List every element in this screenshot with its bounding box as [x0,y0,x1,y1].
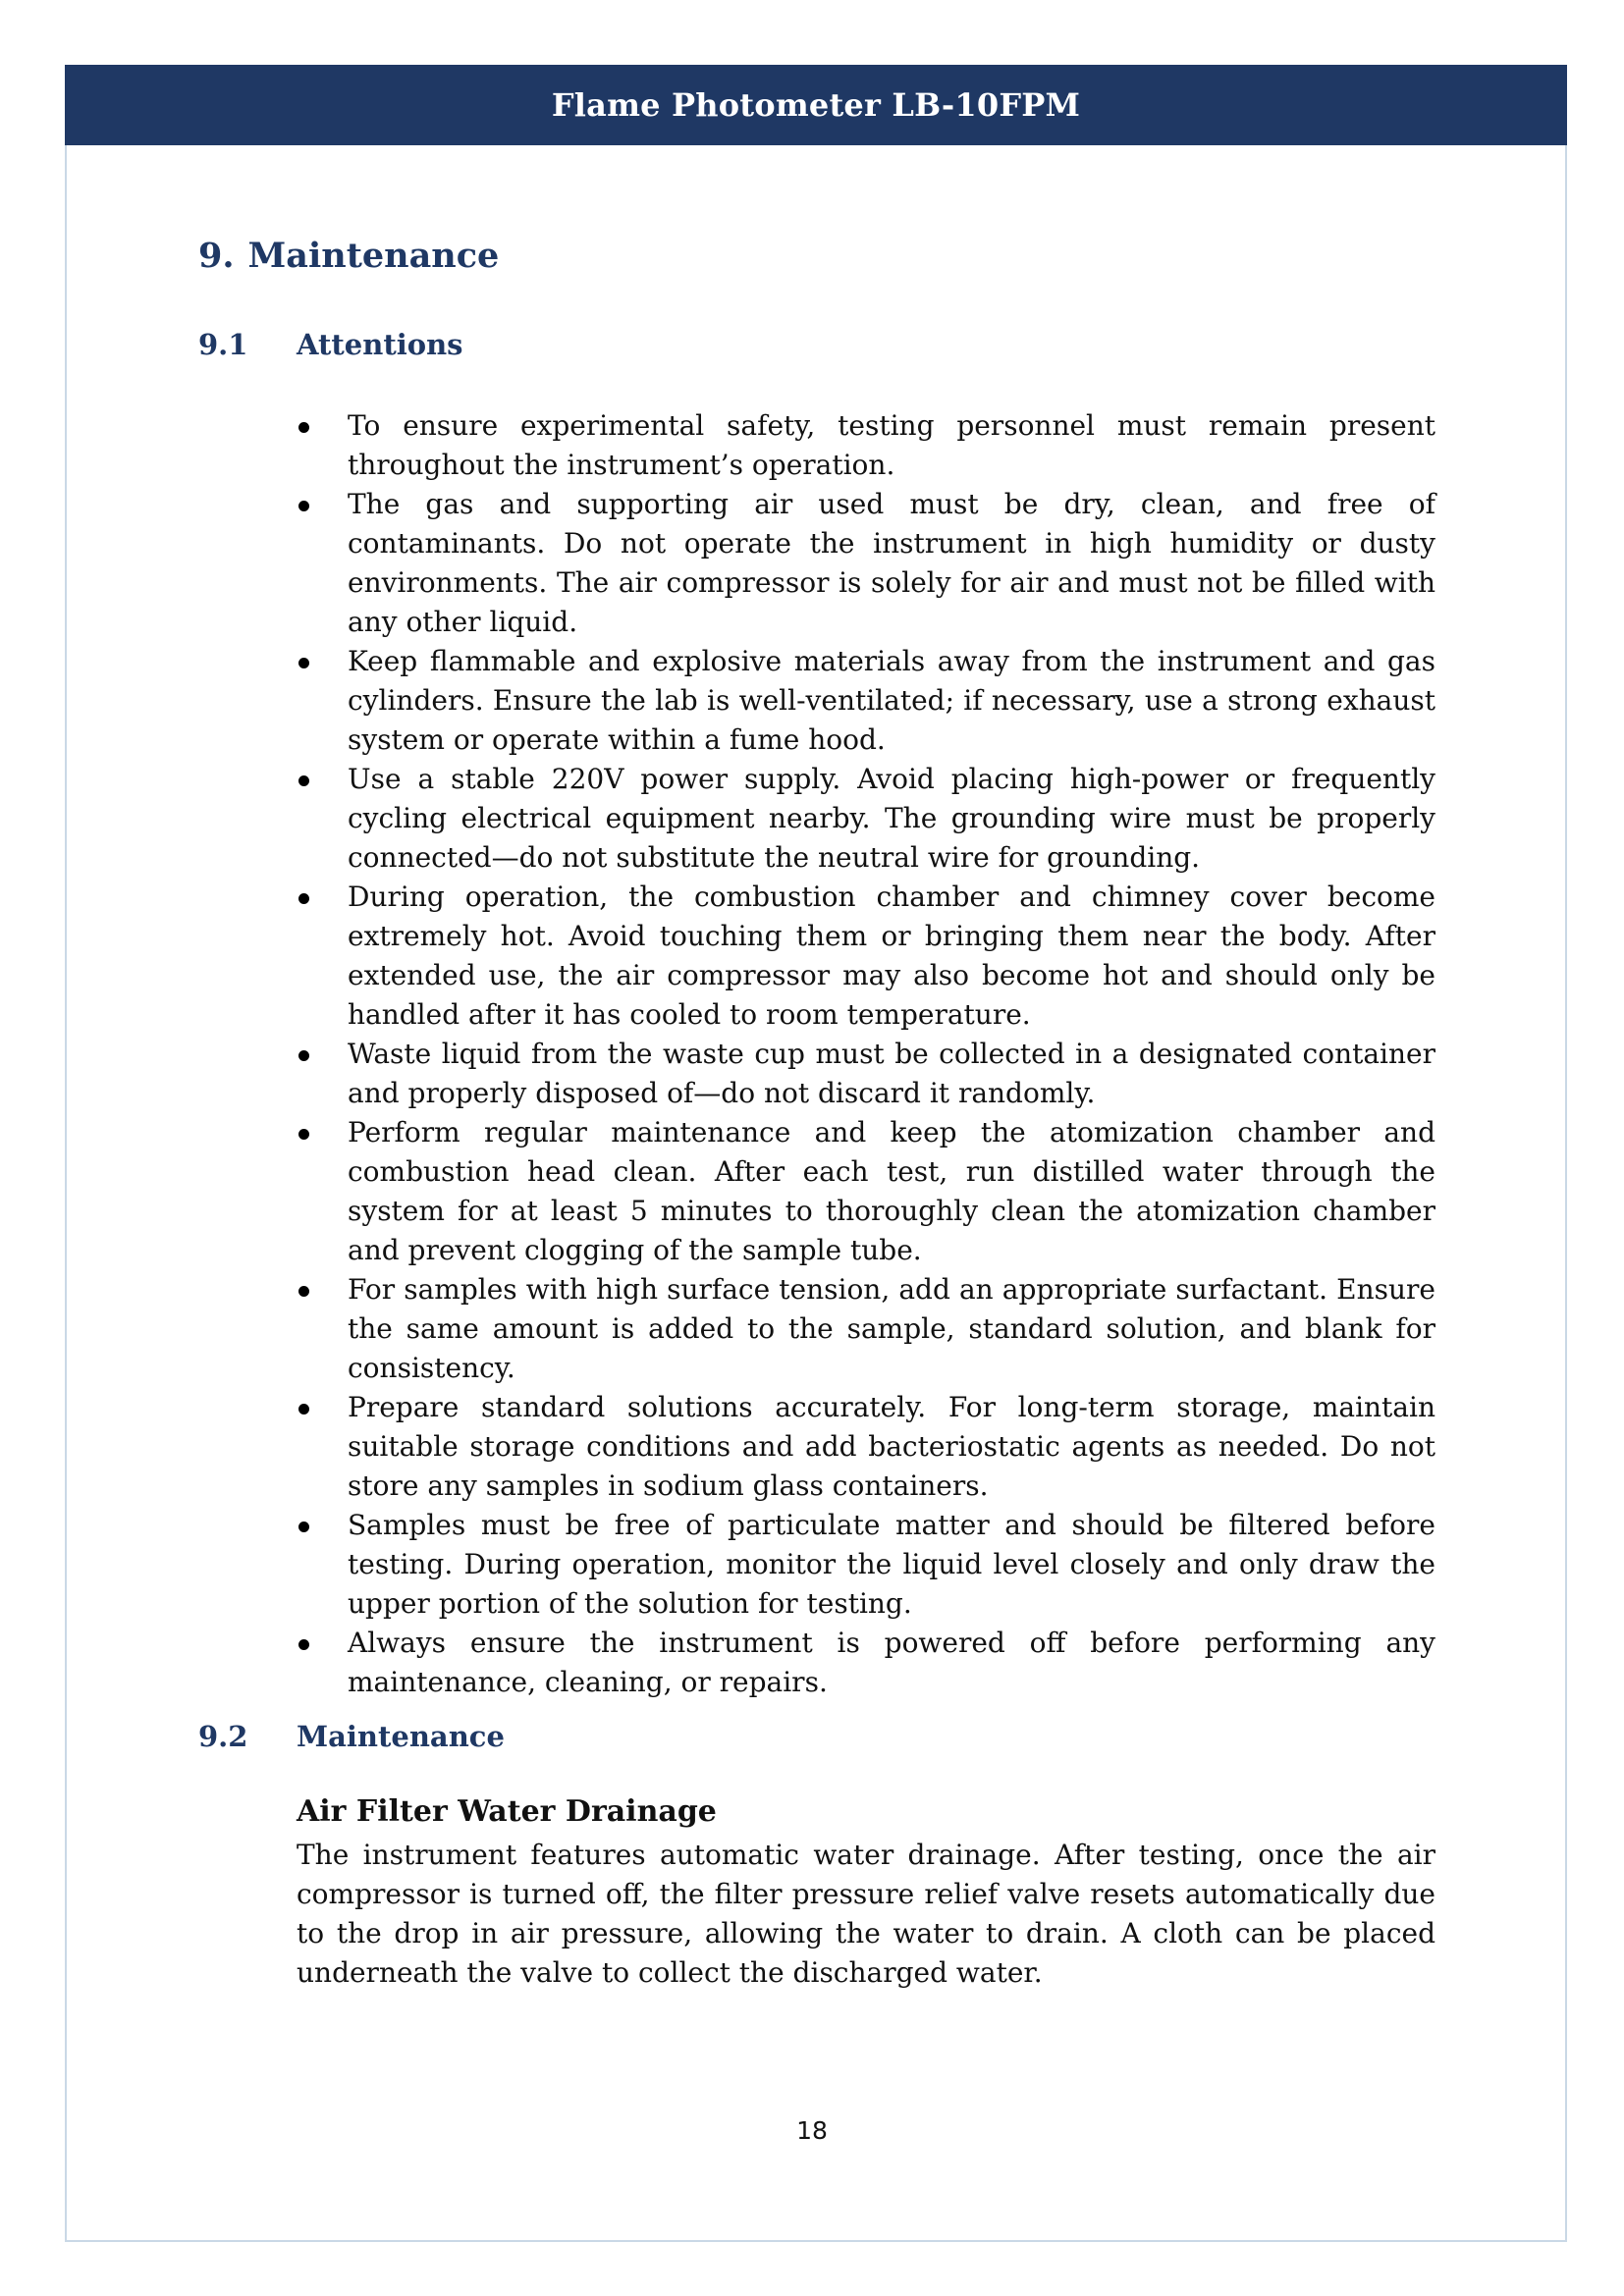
bullet-icon [298,501,309,511]
attention-item [295,1388,1435,1506]
attention-item [295,406,1435,485]
section-number: 9. [198,236,235,276]
attention-text: Perform regular maintenance and keep the atomization chamber and combustion head clean. After each test, run distilled water through the system for at least 5 minutes to thoroughly clean the atomization chamber and prevent clogging of the sample tube. [348,1116,1435,1266]
bullet-icon [298,422,309,433]
bullet-icon [298,1522,309,1532]
air-filter-heading: Air Filter Water Drainage [297,1794,717,1829]
subsection-number: 9.1 [198,328,248,361]
attention-item [295,1270,1435,1388]
attention-item [295,642,1435,760]
attention-text: During operation, the combustion chamber and chimney cover become extremely hot. Avoid touching them or bringing them near the body. After extended use, the air compressor may also become hot and should only be handled after it has cooled to room temperature. [348,881,1435,1031]
bullet-icon [298,1129,309,1140]
attention-item [295,1624,1435,1702]
bullet-icon [298,893,309,904]
attention-text: To ensure experimental safety, testing personnel must remain present throughout the instrument’s operation. [348,409,1435,481]
attention-item [295,1113,1435,1270]
attention-item [295,485,1435,642]
attention-item [295,1035,1435,1113]
attention-text: The gas and supporting air used must be dry, clean, and free of contaminants. Do not operate the instrument in high humidity or dusty environments. The air compressor is solely for air and must not be filled with any other liquid. [348,488,1435,638]
attention-item [295,878,1435,1035]
subsection-title: Attentions [297,328,463,361]
subsection-heading-maintenance [198,1720,505,1753]
attention-text: For samples with high surface tension, add an appropriate surfactant. Ensure the same amount is added to the sample, standard solution, and blank for consistency. [348,1273,1435,1384]
bullet-icon [298,775,309,786]
bullet-icon [298,658,309,668]
air-filter-paragraph: The instrument features automatic water drainage. After testing, once the air compressor is turned off, the filter pressure relief valve resets automatically due to the drop in air pressure, allowing the water to drain. A cloth can be placed underneath the valve to collect the discharged water. [297,1839,1435,1989]
section-title: Maintenance [247,236,500,276]
section-heading [198,236,499,276]
attention-text: Keep flammable and explosive materials away from the instrument and gas cylinders. Ensure the lab is well-ventilated; if necessary, use a strong exhaust system or operate within a fume hood. [348,645,1435,756]
attention-text: Prepare standard solutions accurately. For long-term storage, maintain suitable storage conditions and add bacteriostatic agents as needed. Do not store any samples in sodium glass containers. [348,1391,1435,1502]
attention-item [295,1506,1435,1624]
attention-item [295,760,1435,878]
attention-list [295,406,1435,1702]
page-number: 18 [796,2116,828,2145]
attention-text: Always ensure the instrument is powered off before performing any maintenance, cleaning, or repairs. [348,1627,1435,1698]
bullet-icon [298,1286,309,1297]
subsection-heading-attentions [198,328,462,361]
attention-text: Waste liquid from the waste cup must be collected in a designated container and properly disposed of—do not discard it randomly. [348,1038,1435,1109]
bullet-icon [298,1639,309,1650]
attention-text: Use a stable 220V power supply. Avoid placing high-power or frequently cycling electrical equipment nearby. The grounding wire must be properly connected—do not substitute the neutral wire for grounding. [348,763,1435,874]
subsection-title: Maintenance [297,1720,505,1753]
subsection-number: 9.2 [198,1720,248,1753]
document-header [65,65,1567,145]
bullet-icon [298,1404,309,1415]
attention-text: Samples must be free of particulate matter and should be filtered before testing. During operation, monitor the liquid level closely and only draw the upper portion of the solution for testing. [348,1509,1435,1620]
document-title: Flame Photometer LB-10FPM [551,86,1081,124]
bullet-icon [298,1050,309,1061]
